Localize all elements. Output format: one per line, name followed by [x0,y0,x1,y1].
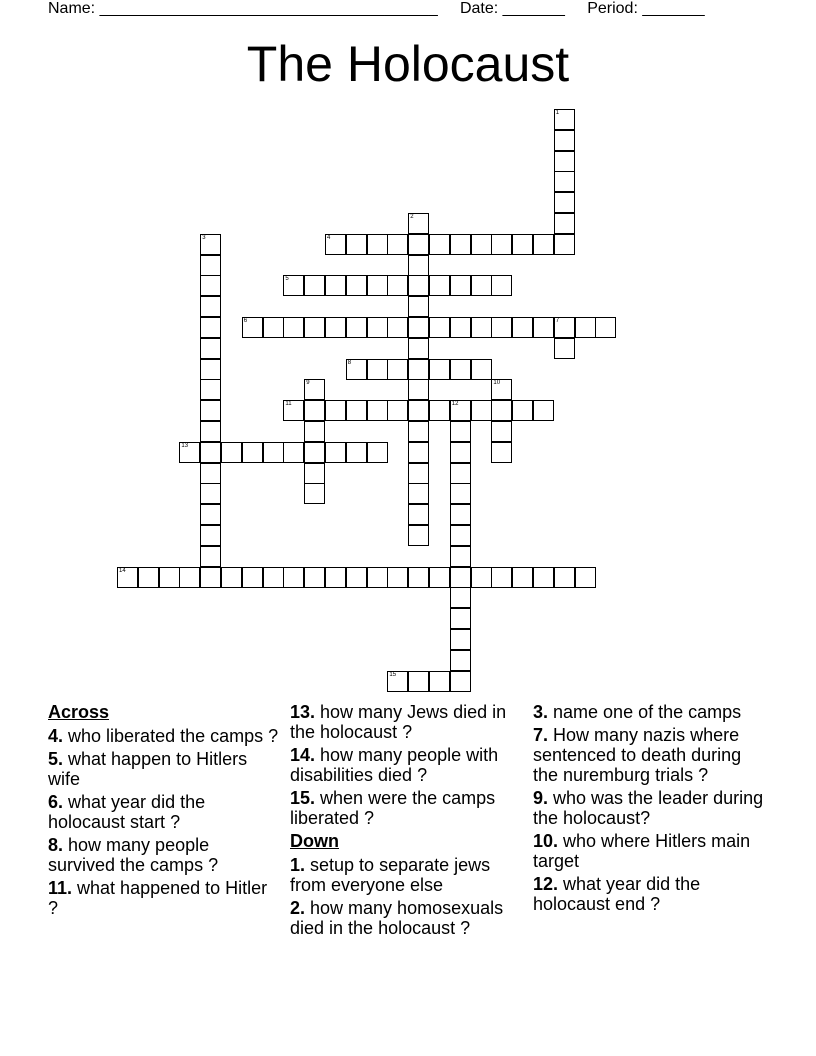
grid-cell[interactable] [200,442,221,463]
clue-item [533,874,765,914]
clue-item [290,788,522,828]
grid-cell[interactable] [450,359,471,380]
grid-cell[interactable] [554,192,575,213]
grid-cell[interactable] [283,400,304,421]
grid-cell[interactable] [325,442,346,463]
grid-cell[interactable] [387,567,408,588]
grid-cell[interactable] [533,567,554,588]
clue-number: 2 [410,214,414,220]
grid-cell[interactable] [367,359,388,380]
grid-cell[interactable] [304,442,325,463]
clue-text: what year did the holocaust end ? [533,874,701,914]
grid-cell[interactable] [554,213,575,234]
grid-cell[interactable] [346,359,367,380]
grid-cell[interactable] [200,255,221,276]
grid-cell[interactable] [367,442,388,463]
grid-cell[interactable] [554,234,575,255]
grid-cell[interactable] [387,671,408,692]
clue-item [290,745,522,785]
clue-item [290,855,522,895]
grid-cell[interactable] [408,359,429,380]
grid-cell[interactable] [408,317,429,338]
clue-number: 12 [451,401,459,408]
grid-cell[interactable] [242,317,263,338]
clue-text: how many people with disabilities died ? [290,745,499,785]
grid-cell[interactable] [408,483,429,504]
clue-item [533,788,765,828]
grid-cell[interactable] [304,483,325,504]
grid-cell[interactable] [471,234,492,255]
grid-cell[interactable] [450,275,471,296]
grid-cell[interactable] [367,234,388,255]
clue-text: how many people survived the camps ? [48,835,219,875]
grid-cell[interactable] [491,400,512,421]
grid-cell[interactable] [346,400,367,421]
name-label: Name: [48,0,96,17]
page-title: The Holocaust [246,36,570,92]
clue-text: when were the camps liberated ? [290,788,496,828]
grid-cell[interactable] [554,317,575,338]
clue-number-label: 9. [533,788,549,808]
clue-item [48,878,280,918]
grid-cell[interactable] [450,504,471,525]
grid-cell[interactable] [450,317,471,338]
grid-cell[interactable] [304,567,325,588]
grid-cell[interactable] [387,234,408,255]
clue-text: what happened to Hitler ? [48,878,268,918]
grid-cell[interactable] [263,317,284,338]
grid-cell[interactable] [408,504,429,525]
grid-cell[interactable] [367,567,388,588]
clue-item [533,831,765,871]
grid-cell[interactable] [325,275,346,296]
grid-cell[interactable] [471,275,492,296]
clue-text: what year did the holocaust start ? [48,792,206,832]
clue-number-label: 6. [48,792,64,812]
grid-cell[interactable] [408,275,429,296]
clues-column-1 [48,702,280,921]
grid-cell[interactable] [159,567,180,588]
grid-cell[interactable] [450,442,471,463]
period-label: Period: [587,0,638,17]
clue-number-label: 7. [533,725,549,745]
grid-cell[interactable] [429,275,450,296]
grid-cell[interactable] [512,317,533,338]
clue-number: 15 [389,671,397,678]
grid-cell[interactable] [471,359,492,380]
grid-cell[interactable] [450,546,471,567]
grid-cell[interactable] [429,567,450,588]
grid-cell[interactable] [408,338,429,359]
clue-item [290,898,522,938]
grid-cell[interactable] [408,234,429,255]
clue-item [48,726,280,746]
grid-cell[interactable] [450,650,471,671]
grid-cell[interactable] [450,608,471,629]
grid-cell[interactable] [512,400,533,421]
grid-cell[interactable] [200,483,221,504]
grid-cell[interactable] [408,463,429,484]
grid-cell[interactable] [408,400,429,421]
grid-cell[interactable] [200,338,221,359]
grid-cell[interactable] [200,525,221,546]
clue-number: 11 [285,401,292,408]
across-heading: Across [48,702,110,722]
grid-cell[interactable] [533,400,554,421]
grid-cell[interactable] [346,567,367,588]
clue-number-label: 3. [533,702,549,722]
grid-cell[interactable] [408,525,429,546]
grid-cell[interactable] [304,421,325,442]
grid-cell[interactable] [575,567,596,588]
grid-cell[interactable] [408,213,429,234]
grid-cell[interactable] [304,463,325,484]
clue-number: 8 [347,359,352,366]
clue-number-label: 13. [290,702,316,722]
down-heading: Down [290,831,339,851]
grid-cell[interactable] [533,234,554,255]
clue-number: 9 [306,380,310,387]
clue-number-label: 14. [290,745,316,765]
grid-cell[interactable] [367,275,388,296]
clue-number: 6 [243,318,248,324]
grid-cell[interactable] [450,463,471,484]
grid-cell[interactable] [429,359,450,380]
grid-cell[interactable] [200,546,221,567]
clue-text: How many nazis where sentenced to death during the nuremburg trials ? [533,725,742,785]
grid-cell[interactable] [491,421,512,442]
clue-number: 13 [181,442,189,449]
clue-number-label: 11. [48,878,73,898]
clue-number: 1 [555,110,560,116]
grid-cell[interactable] [387,275,408,296]
clue-number-label: 10. [533,831,559,851]
clue-text: setup to separate jews from everyone else [290,855,491,895]
grid-cell[interactable] [283,275,304,296]
grid-cell[interactable] [408,671,429,692]
grid-cell[interactable] [325,400,346,421]
grid-cell[interactable] [512,234,533,255]
grid-cell[interactable] [179,442,200,463]
grid-cell[interactable] [263,442,284,463]
clue-number: 14 [119,567,126,574]
grid-cell[interactable] [387,359,408,380]
clue-item [533,702,765,722]
grid-cell[interactable] [491,275,512,296]
grid-cell[interactable] [429,317,450,338]
grid-cell[interactable] [554,338,575,359]
grid-cell[interactable] [200,234,221,255]
grid-cell[interactable] [304,275,325,296]
grid-cell[interactable] [450,587,471,608]
clue-text: who was the leader during the holocaust? [533,788,764,828]
grid-cell[interactable] [429,671,450,692]
clue-text: who where Hitlers main target [533,831,751,871]
grid-cell[interactable] [117,567,138,588]
clue-text: how many homosexuals died in the holocaust ? [290,898,504,938]
grid-cell[interactable] [200,463,221,484]
grid-cell[interactable] [200,296,221,317]
grid-cell[interactable] [450,629,471,650]
grid-cell[interactable] [450,567,471,588]
grid-cell[interactable] [595,317,616,338]
clue-number-label: 2. [290,898,306,918]
clue-text: who liberated the camps ? [63,726,279,746]
clue-text: how many Jews died in the holocaust ? [290,702,507,742]
name-blank[interactable]: ______________________________________ [99,0,438,17]
grid-cell[interactable] [450,483,471,504]
clue-text: what happen to Hitlers wife [48,749,248,789]
grid-cell[interactable] [450,400,471,421]
grid-cell[interactable] [200,400,221,421]
grid-cell[interactable] [304,400,325,421]
clue-item [290,702,522,742]
grid-cell[interactable] [450,671,471,692]
clue-number-label: 15. [290,788,316,808]
grid-cell[interactable] [554,130,575,151]
grid-cell[interactable] [221,442,242,463]
grid-cell[interactable] [471,317,492,338]
grid-cell[interactable] [408,442,429,463]
grid-cell[interactable] [491,317,512,338]
grid-cell[interactable] [533,317,554,338]
grid-cell[interactable] [200,504,221,525]
grid-cell[interactable] [450,421,471,442]
grid-cell[interactable] [242,442,263,463]
clue-number: 10 [493,380,501,387]
clue-number-label: 8. [48,835,64,855]
grid-cell[interactable] [200,567,221,588]
clue-item [48,835,280,875]
grid-cell[interactable] [450,234,471,255]
grid-cell[interactable] [491,442,512,463]
grid-cell[interactable] [138,567,159,588]
grid-cell[interactable] [283,317,304,338]
grid-cell[interactable] [325,317,346,338]
clues-column-2 [290,702,522,941]
date-label: Date: [459,0,499,17]
clue-number-label: 1. [290,855,306,875]
clue-number-label: 12. [533,874,559,894]
clue-number: 7 [555,318,560,324]
grid-cell[interactable] [408,255,429,276]
grid-cell[interactable] [512,567,533,588]
grid-cell[interactable] [471,567,492,588]
clue-number-label: 5. [48,749,64,769]
grid-cell[interactable] [408,567,429,588]
grid-cell[interactable] [367,317,388,338]
grid-cell[interactable] [200,359,221,380]
grid-cell[interactable] [346,275,367,296]
grid-cell[interactable] [429,234,450,255]
grid-cell[interactable] [491,567,512,588]
clue-number: 5 [285,276,289,283]
grid-cell[interactable] [450,525,471,546]
grid-cell[interactable] [304,317,325,338]
grid-cell[interactable] [325,234,346,255]
grid-cell[interactable] [242,567,263,588]
clue-text: name one of the camps [548,702,742,722]
period-blank[interactable]: _______ [642,0,705,17]
grid-cell[interactable] [575,317,596,338]
grid-cell[interactable] [367,400,388,421]
grid-cell[interactable] [554,151,575,172]
grid-cell[interactable] [554,109,575,130]
grid-cell[interactable] [200,317,221,338]
grid-cell[interactable] [408,379,429,400]
grid-cell[interactable] [325,567,346,588]
clues-column-3 [533,702,765,917]
clue-number: 3 [202,234,206,241]
grid-cell[interactable] [387,317,408,338]
grid-cell[interactable] [408,296,429,317]
grid-cell[interactable] [283,442,304,463]
grid-cell[interactable] [263,567,284,588]
clue-number: 4 [327,234,331,241]
grid-cell[interactable] [283,567,304,588]
clue-item [48,792,280,832]
clue-number-label: 4. [48,726,64,746]
grid-cell[interactable] [387,400,408,421]
clue-item [48,749,280,789]
grid-cell[interactable] [200,421,221,442]
grid-cell[interactable] [346,234,367,255]
grid-cell[interactable] [346,317,367,338]
grid-cell[interactable] [491,379,512,400]
grid-cell[interactable] [471,400,492,421]
grid-cell[interactable] [554,171,575,192]
grid-cell[interactable] [408,421,429,442]
date-blank[interactable]: _______ [502,0,565,17]
grid-cell[interactable] [491,234,512,255]
grid-cell[interactable] [346,442,367,463]
grid-cell[interactable] [221,567,242,588]
grid-cell[interactable] [304,379,325,400]
grid-cell[interactable] [554,567,575,588]
grid-cell[interactable] [200,275,221,296]
grid-cell[interactable] [429,400,450,421]
grid-cell[interactable] [200,379,221,400]
grid-cell[interactable] [179,567,200,588]
clue-item [533,725,765,785]
